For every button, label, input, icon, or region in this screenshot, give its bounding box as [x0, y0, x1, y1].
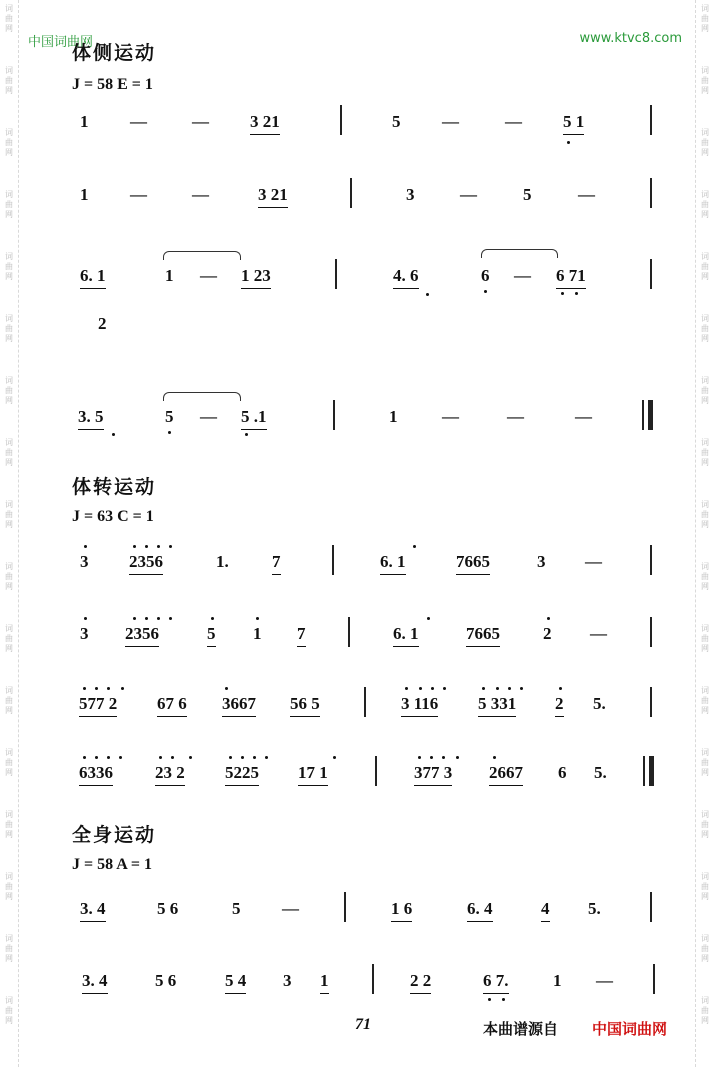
octave-dot: [253, 756, 256, 759]
octave-dot: [575, 292, 578, 295]
note: 4. 6: [393, 265, 419, 289]
barline: [333, 400, 335, 430]
note: 5: [523, 185, 532, 204]
watermark-glyphs: 词 曲 网: [701, 872, 709, 901]
note: 5.: [588, 899, 601, 918]
octave-dot: [159, 756, 162, 759]
note: —: [505, 112, 522, 131]
note: 1 6: [391, 898, 412, 922]
note: 577 2: [79, 693, 117, 717]
note: 3: [537, 552, 546, 571]
barline: [344, 892, 346, 922]
note: 5 4: [225, 970, 246, 994]
octave-dot: [107, 687, 110, 690]
tempo-key: J = 58 A = 1: [72, 856, 153, 873]
octave-dot: [211, 617, 214, 620]
score-line: [0, 623, 714, 663]
watermark-glyphs: 词 曲 网: [701, 376, 709, 405]
watermark-glyphs: 词 曲 网: [701, 624, 709, 653]
watermark-glyphs: 词 曲 网: [701, 4, 709, 33]
octave-dot: [83, 756, 86, 759]
barline: [650, 892, 652, 922]
octave-dot: [456, 756, 459, 759]
score-line: [0, 762, 714, 802]
note: 17 1: [298, 762, 328, 786]
barline: [650, 105, 652, 135]
octave-dot: [84, 617, 87, 620]
note: 2: [543, 624, 552, 643]
octave-dot: [333, 756, 336, 759]
note: 6: [558, 763, 567, 782]
final-barline: [649, 756, 654, 786]
note: 5.: [594, 763, 607, 782]
watermark-glyphs: 词 曲 网: [701, 996, 709, 1025]
octave-dot: [502, 998, 505, 1001]
tie-slur: [163, 251, 241, 260]
note: 23 2: [155, 762, 185, 786]
score-line: [0, 111, 714, 151]
note: 7665: [456, 551, 490, 575]
note: 1: [80, 185, 89, 204]
watermark-glyphs: 词 曲 网: [701, 810, 709, 839]
octave-dot: [426, 293, 429, 296]
note: 377 3: [414, 762, 452, 786]
note: 6. 1: [380, 551, 406, 575]
watermark-glyphs: 词 曲 网: [701, 252, 709, 281]
final-barline: [648, 400, 653, 430]
source-label: 本曲谱源自: [483, 1020, 559, 1038]
note: 67 6: [157, 693, 187, 717]
watermark-glyphs: 词 曲 网: [5, 314, 13, 343]
watermark-glyphs: 词 曲 网: [5, 562, 13, 591]
barline: [335, 259, 337, 289]
octave-dot: [256, 617, 259, 620]
watermark-glyphs: 词 曲 网: [701, 190, 709, 219]
note: 6. 1: [80, 265, 106, 289]
watermark-glyphs: 词 曲 网: [5, 438, 13, 467]
watermark-glyphs: 词 曲 网: [5, 624, 13, 653]
octave-dot: [95, 756, 98, 759]
note: 2 2: [410, 970, 431, 994]
site-name-header: 中国词曲网: [28, 35, 94, 50]
watermark-glyphs: 词 曲 网: [5, 190, 13, 219]
octave-dot: [418, 756, 421, 759]
note: 4: [541, 898, 550, 922]
watermark-glyphs: 词 曲 网: [701, 438, 709, 467]
score-line: [0, 184, 714, 224]
note: 5 6: [155, 971, 177, 990]
barline: [364, 687, 366, 717]
octave-dot: [83, 687, 86, 690]
final-barline-thin: [642, 400, 644, 430]
note: 6 71: [556, 265, 586, 289]
score-line: [0, 693, 714, 733]
barline: [650, 178, 652, 208]
final-barline-thin: [643, 756, 645, 786]
note: 3. 5: [78, 406, 104, 430]
octave-dot: [119, 756, 122, 759]
watermark-glyphs: 词 曲 网: [5, 748, 13, 777]
note: —: [578, 185, 595, 204]
note: 6. 1: [393, 623, 419, 647]
score-line: [0, 313, 714, 353]
barline: [375, 756, 377, 786]
source-site: 中国词曲网: [592, 1020, 668, 1038]
watermark-glyphs: 词 曲 网: [5, 996, 13, 1025]
note: 1 23: [241, 265, 271, 289]
octave-dot: [229, 756, 232, 759]
octave-dot: [241, 756, 244, 759]
watermark-glyphs: 词 曲 网: [5, 872, 13, 901]
note: 5: [232, 899, 241, 918]
octave-dot: [493, 756, 496, 759]
note: 7665: [466, 623, 500, 647]
watermark-glyphs: 词 曲 网: [701, 128, 709, 157]
watermark-glyphs: 词 曲 网: [5, 686, 13, 715]
note: 2356: [129, 551, 163, 575]
octave-dot: [508, 687, 511, 690]
tie-slur: [163, 392, 241, 401]
watermark-glyphs: 词 曲 网: [5, 4, 13, 33]
tie-slur: [481, 249, 558, 258]
note: —: [192, 112, 209, 131]
barline: [650, 545, 652, 575]
note: 5: [207, 623, 216, 647]
barline: [350, 178, 352, 208]
octave-dot: [431, 687, 434, 690]
octave-dot: [169, 545, 172, 548]
note: 3 116: [401, 693, 438, 717]
watermark-glyphs: 词 曲 网: [5, 810, 13, 839]
octave-dot: [133, 545, 136, 548]
site-url-header: www.ktvc8.com: [579, 31, 682, 46]
barline: [650, 259, 652, 289]
note: 5 6: [157, 899, 179, 918]
note: 2: [98, 314, 107, 333]
octave-dot: [112, 433, 115, 436]
watermark-glyphs: 词 曲 网: [701, 314, 709, 343]
note: 1: [80, 112, 89, 131]
octave-dot: [413, 545, 416, 548]
note: 3: [80, 624, 89, 643]
note: 3: [80, 552, 89, 571]
note: 3 21: [258, 184, 288, 208]
octave-dot: [419, 687, 422, 690]
note: 3: [283, 971, 292, 990]
note: 1: [389, 407, 398, 426]
watermark-glyphs: 词 曲 网: [701, 934, 709, 963]
octave-dot: [427, 617, 430, 620]
watermark-glyphs: 词 曲 网: [701, 500, 709, 529]
octave-dot: [157, 545, 160, 548]
octave-dot: [442, 756, 445, 759]
note: —: [590, 624, 607, 643]
note: —: [507, 407, 524, 426]
note: 5 1: [563, 111, 584, 135]
octave-dot: [145, 617, 148, 620]
octave-dot: [145, 545, 148, 548]
score-line: [0, 406, 714, 446]
note: —: [575, 407, 592, 426]
note: 6336: [79, 762, 113, 786]
octave-dot: [121, 687, 124, 690]
note: 3667: [222, 693, 256, 717]
note: 3. 4: [80, 898, 106, 922]
section-title: 体转运动: [72, 476, 157, 498]
barline: [372, 964, 374, 994]
octave-dot: [547, 617, 550, 620]
barline: [348, 617, 350, 647]
watermark-glyphs: 词 曲 网: [5, 376, 13, 405]
note: —: [200, 266, 217, 285]
section-title: 全身运动: [72, 824, 157, 846]
octave-dot: [171, 756, 174, 759]
octave-dot: [567, 141, 570, 144]
watermark-glyphs: 词 曲 网: [701, 66, 709, 95]
watermark-glyphs: 词 曲 网: [701, 562, 709, 591]
watermark-glyphs: 词 曲 网: [5, 500, 13, 529]
octave-dot: [168, 431, 171, 434]
note: —: [200, 407, 217, 426]
note: 1: [165, 266, 174, 285]
note: —: [596, 971, 613, 990]
octave-dot: [496, 687, 499, 690]
octave-dot: [265, 756, 268, 759]
octave-dot: [488, 998, 491, 1001]
note: 7: [297, 623, 306, 647]
octave-dot: [482, 687, 485, 690]
octave-dot: [95, 687, 98, 690]
note: 2356: [125, 623, 159, 647]
note: —: [130, 185, 147, 204]
note: —: [282, 899, 299, 918]
note: 3: [406, 185, 415, 204]
note: 2: [555, 693, 564, 717]
watermark-glyphs: 词 曲 网: [5, 934, 13, 963]
octave-dot: [430, 756, 433, 759]
octave-dot: [157, 617, 160, 620]
section-title: 体侧运动: [72, 42, 157, 64]
note: 6. 4: [467, 898, 493, 922]
score-line: [0, 551, 714, 591]
note: 5 .1: [241, 406, 267, 430]
note: 6 7.: [483, 970, 509, 994]
note: 5225: [225, 762, 259, 786]
octave-dot: [561, 292, 564, 295]
note: —: [130, 112, 147, 131]
score-line: [0, 265, 714, 305]
note: 1: [553, 971, 562, 990]
note: 7: [272, 551, 281, 575]
octave-dot: [107, 756, 110, 759]
note: 1: [253, 624, 262, 643]
octave-dot: [559, 687, 562, 690]
octave-dot: [405, 687, 408, 690]
note: —: [514, 266, 531, 285]
note: 5: [392, 112, 401, 131]
score-line: [0, 898, 714, 938]
octave-dot: [225, 687, 228, 690]
note: —: [442, 112, 459, 131]
note: —: [585, 552, 602, 571]
note: 3. 4: [82, 970, 108, 994]
note: 1: [320, 970, 329, 994]
note: 3 21: [250, 111, 280, 135]
octave-dot: [443, 687, 446, 690]
watermark-glyphs: 词 曲 网: [5, 66, 13, 95]
score-line: [0, 970, 714, 1010]
page-number: 71: [355, 1016, 371, 1033]
octave-dot: [169, 617, 172, 620]
octave-dot: [484, 290, 487, 293]
note: 5 331: [478, 693, 516, 717]
barline: [653, 964, 655, 994]
octave-dot: [133, 617, 136, 620]
note: —: [192, 185, 209, 204]
note: 6: [481, 266, 490, 285]
tempo-key: J = 63 C = 1: [72, 508, 154, 525]
watermark-glyphs: 词 曲 网: [701, 686, 709, 715]
barline: [332, 545, 334, 575]
note: 1.: [216, 552, 229, 571]
note: —: [460, 185, 477, 204]
watermark-glyphs: 词 曲 网: [701, 748, 709, 777]
note: 2667: [489, 762, 523, 786]
tempo-key: J = 58 E = 1: [72, 76, 153, 93]
note: 5.: [593, 694, 606, 713]
watermark-glyphs: 词 曲 网: [5, 128, 13, 157]
barline: [650, 617, 652, 647]
note: —: [442, 407, 459, 426]
barline: [340, 105, 342, 135]
note: 56 5: [290, 693, 320, 717]
watermark-glyphs: 词 曲 网: [5, 252, 13, 281]
barline: [650, 687, 652, 717]
octave-dot: [84, 545, 87, 548]
note: 5: [165, 407, 174, 426]
octave-dot: [189, 756, 192, 759]
octave-dot: [520, 687, 523, 690]
octave-dot: [245, 433, 248, 436]
